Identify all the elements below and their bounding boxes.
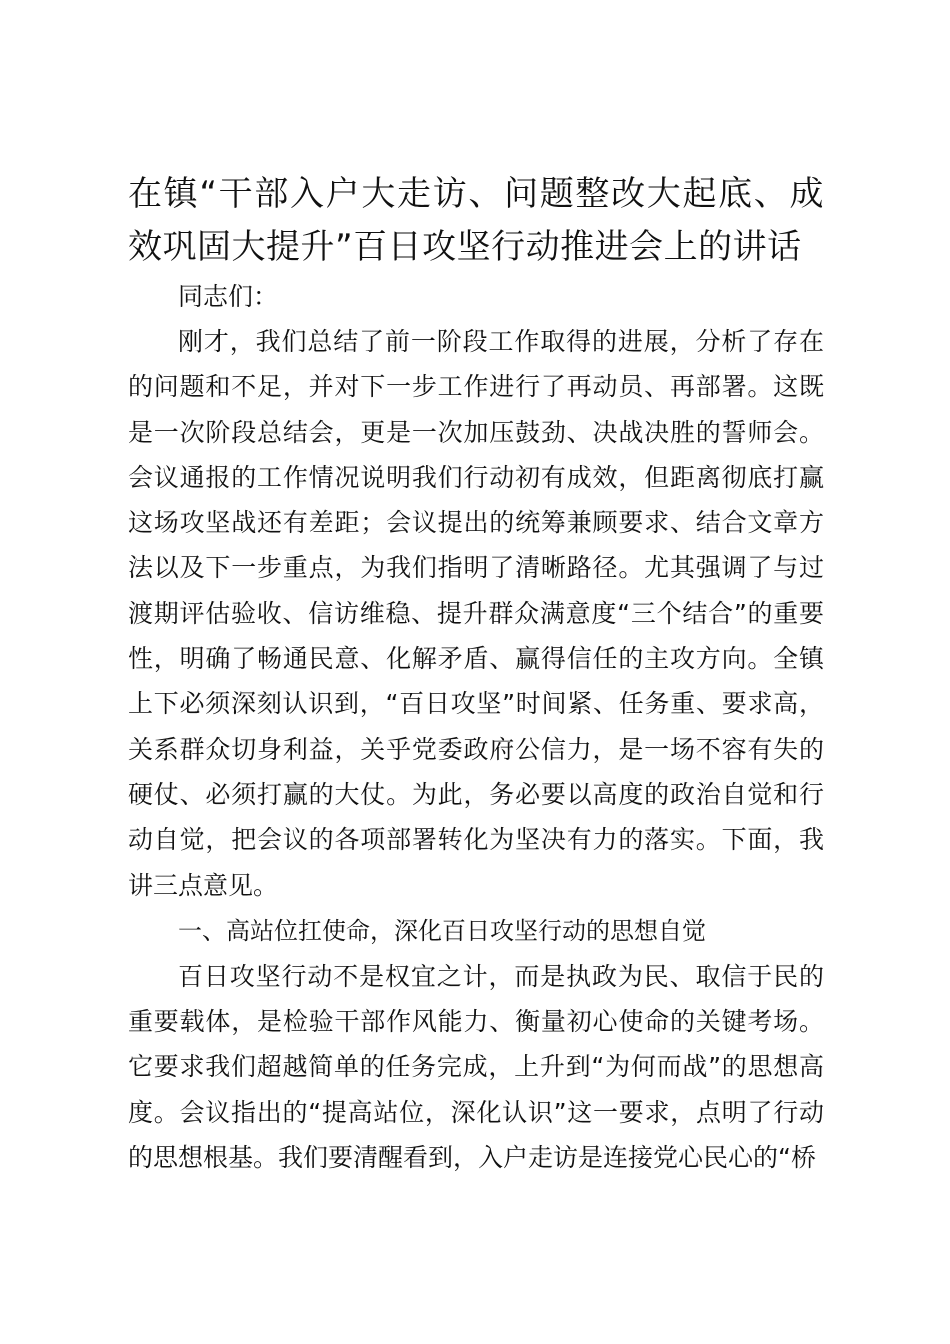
- salutation: 同志们：: [178, 282, 279, 311]
- document-title: 在镇“干部入户大走访、问题整改大起底、成效巩固大提升”百日攻坚行动推进会上的讲话: [128, 174, 824, 267]
- document-page: [128, 168, 824, 1180]
- section-heading: 一、高站位扛使命，深化百日攻坚行动的思想自觉: [178, 916, 706, 945]
- body-paragraph: 百日攻坚行动不是权宜之计，而是执政为民、取信于民的重要载体，是检验干部作风能力、衡量初心使命的关键考场。它要求我们超越简单的任务完成，上升到“为何而战”的思想高度。会议指出的“提高站位，深化认识”这一要求，点明了行动的思想根基。我们要清醒看到，入户走访是连接党心民心的“桥: [128, 961, 824, 1173]
- body-paragraph: 刚才，我们总结了前一阶段工作取得的进展，分析了存在的问题和不足，并对下一步工作进行了再动员、再部署。这既是一次阶段总结会，更是一次加压鼓劲、决战决胜的誓师会。会议通报的工作情况说明我们行动初有成效，但距离彻底打赢这场攻坚战还有差距；会议提出的统筹兼顾要求、结合文章方法以及下一步重点，为我们指明了清晰路径。尤其强调了与过渡期评估验收、信访维稳、提升群众满意度“三个结合”的重要性，明确了畅通民意、化解矛盾、赢得信任的主攻方向。全镇上下必须深刻认识到，“百日攻坚”时间紧、任务重、要求高，关系群众切身利益，关乎党委政府公信力，是一场不容有失的硬仗、必须打赢的大仗。为此，务必要以高度的政治自觉和行动自觉，把会议的各项部署转化为坚决有力的落实。下面，我讲三点意见。: [128, 327, 824, 900]
